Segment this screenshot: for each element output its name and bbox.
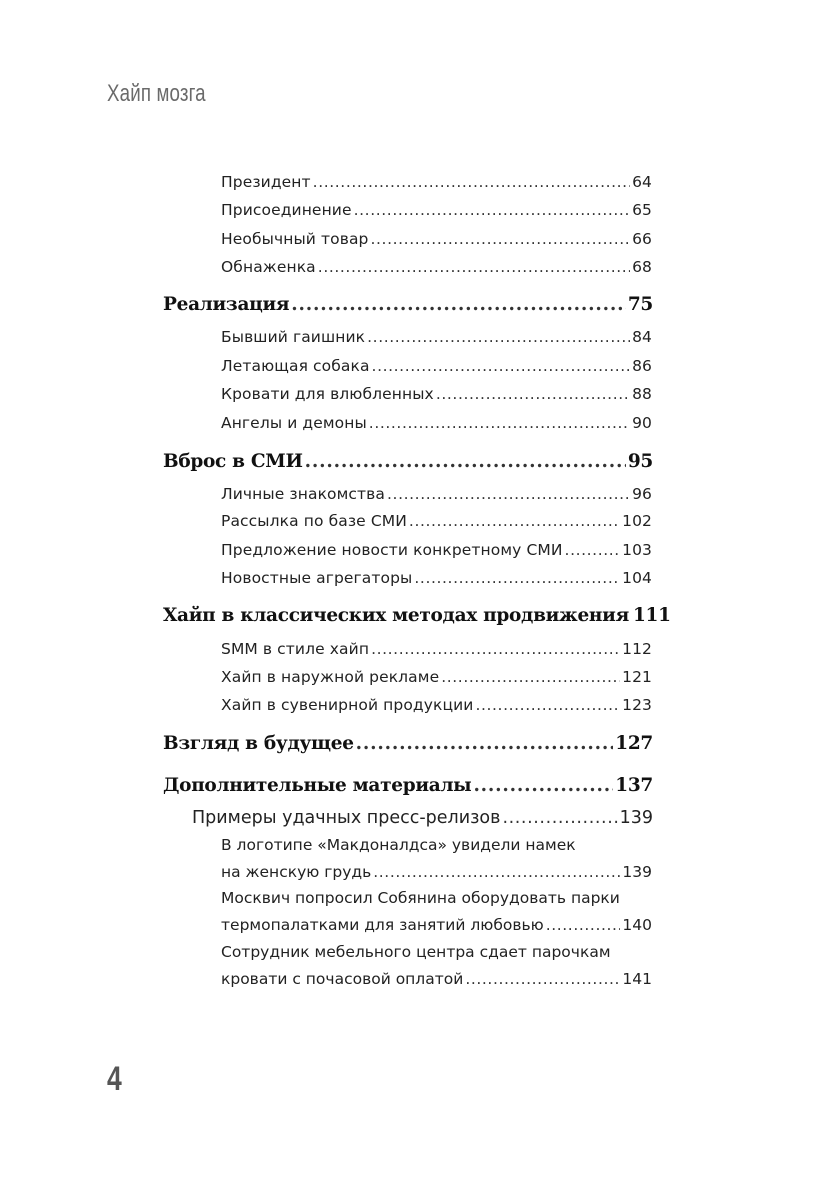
dot-leader [409,512,620,530]
toc-entry-title: Ангелы и демоны [221,414,367,432]
toc-entry-title: Предложение новости конкретному СМИ [221,541,563,559]
toc-entry-title-line2: кровати с почасовой оплатой [221,970,464,988]
dot-leader [546,916,621,934]
dot-leader [441,668,620,686]
dot-leader [436,385,630,403]
dot-leader [371,230,631,248]
toc-entry-title: Обнаженка [221,258,316,276]
running-head: Хайп мозга [107,80,206,107]
toc-section-title: Примеры удачных пресс-релизов [192,808,501,828]
toc-chapter-title: Хайп в классических методах продвижения [163,605,629,626]
toc-entry-page: 139 [622,863,652,881]
toc-entry-page: 141 [622,970,652,988]
toc-entry[interactable] [221,328,652,346]
toc-entry-multiline[interactable] [221,943,652,988]
dot-leader [414,569,620,587]
toc-entry[interactable] [221,414,652,432]
toc-entry-multiline[interactable] [221,889,652,934]
toc-entry[interactable] [221,696,652,714]
toc-entry[interactable] [221,569,652,587]
toc-entry[interactable] [221,230,652,248]
toc-chapter-page: 137 [615,775,653,796]
toc-chapter[interactable] [163,451,653,472]
toc-entry[interactable] [221,173,652,191]
dot-leader [354,201,630,219]
toc-entry[interactable] [221,357,652,375]
toc-entry[interactable] [221,485,652,503]
toc-chapter-page: 95 [627,451,653,472]
toc-entry[interactable] [221,541,652,559]
dot-leader [387,485,630,503]
toc-entry-title-line1: Москвич попросил Собянина оборудовать парки [221,889,620,907]
toc-entry-title: SMM в стиле хайп [221,640,370,658]
toc-chapter[interactable] [163,775,653,796]
toc-entry-title: Летающая собака [221,357,370,375]
toc-chapter-page: 111 [632,605,671,626]
dot-leader [373,863,620,881]
toc-entry-page: 123 [622,696,652,714]
toc-chapter-page: 127 [615,733,653,754]
toc-entry-page: 68 [632,258,652,276]
dot-leader [473,775,613,796]
toc-entry-page: 64 [632,173,652,191]
toc-entry-title-line2: термопалатками для занятий любовью [221,916,544,934]
toc-entry-page: 65 [632,201,652,219]
toc-chapter[interactable] [163,294,653,315]
toc-entry-page: 102 [622,512,652,530]
toc-entry-title: Хайп в наружной рекламе [221,668,440,686]
toc-entry-title: Присоединение [221,201,352,219]
toc-entry-page: 90 [632,414,652,432]
toc-entry-page: 103 [622,541,652,559]
dot-leader [369,414,630,432]
toc-entry-title: Необычный товар [221,230,369,248]
toc-entry-title-line1: Сотрудник мебельного центра сдает парочкам [221,943,611,961]
page-number: 4 [107,1060,122,1098]
dot-leader [502,808,617,828]
toc-entry[interactable] [221,258,652,276]
dot-leader [305,451,626,472]
toc-entry-title: Кровати для влюбленных [221,385,434,403]
toc-entry-page: 86 [632,357,652,375]
toc-chapter-title: Дополнительные материалы [163,775,472,796]
dot-leader [318,258,630,276]
toc-entry[interactable] [221,201,652,219]
toc-chapter-title: Реализация [163,294,290,315]
toc-entry-page: 88 [632,385,652,403]
dot-leader [313,173,630,191]
toc-entry-page: 84 [632,328,652,346]
toc-entry[interactable] [221,640,652,658]
toc-entry-page: 140 [622,916,652,934]
toc-entry-title: Личные знакомства [221,485,386,503]
toc-chapter-title: Вброс в СМИ [163,451,303,472]
dot-leader [356,733,614,754]
toc-entry[interactable] [221,385,652,403]
toc-chapter-title: Взгляд в будущее [163,733,354,754]
toc-entry-title: Новостные агрегаторы [221,569,413,587]
toc-entry[interactable] [221,668,652,686]
toc-entry-title: Президент [221,173,311,191]
toc-entry-multiline[interactable] [221,836,652,881]
toc-entry-page: 66 [632,230,652,248]
toc-entry-page: 104 [622,569,652,587]
dot-leader [465,970,620,988]
dot-leader [291,294,626,315]
toc-entry-title-line2: на женскую грудь [221,863,372,881]
toc-entry-title: Бывший гаишник [221,328,366,346]
toc-entry-page: 121 [622,668,652,686]
dot-leader [372,357,631,375]
dot-leader [371,640,620,658]
toc-entry-page: 96 [632,485,652,503]
toc-entry[interactable] [221,512,652,530]
toc-chapter[interactable] [163,733,653,754]
dot-leader [565,541,621,559]
toc-entry-title: Хайп в сувенирной продукции [221,696,474,714]
toc-section-page: 139 [619,808,653,828]
dot-leader [367,328,630,346]
toc-chapter-page: 75 [627,294,653,315]
toc-section[interactable] [192,808,653,828]
toc-entry-page: 112 [622,640,652,658]
toc-chapter[interactable] [163,605,671,626]
dot-leader [475,696,620,714]
toc-entry-title-line1: В логотипе «Макдоналдса» увидели намек [221,836,576,854]
toc-entry-title: Рассылка по базе СМИ [221,512,407,530]
